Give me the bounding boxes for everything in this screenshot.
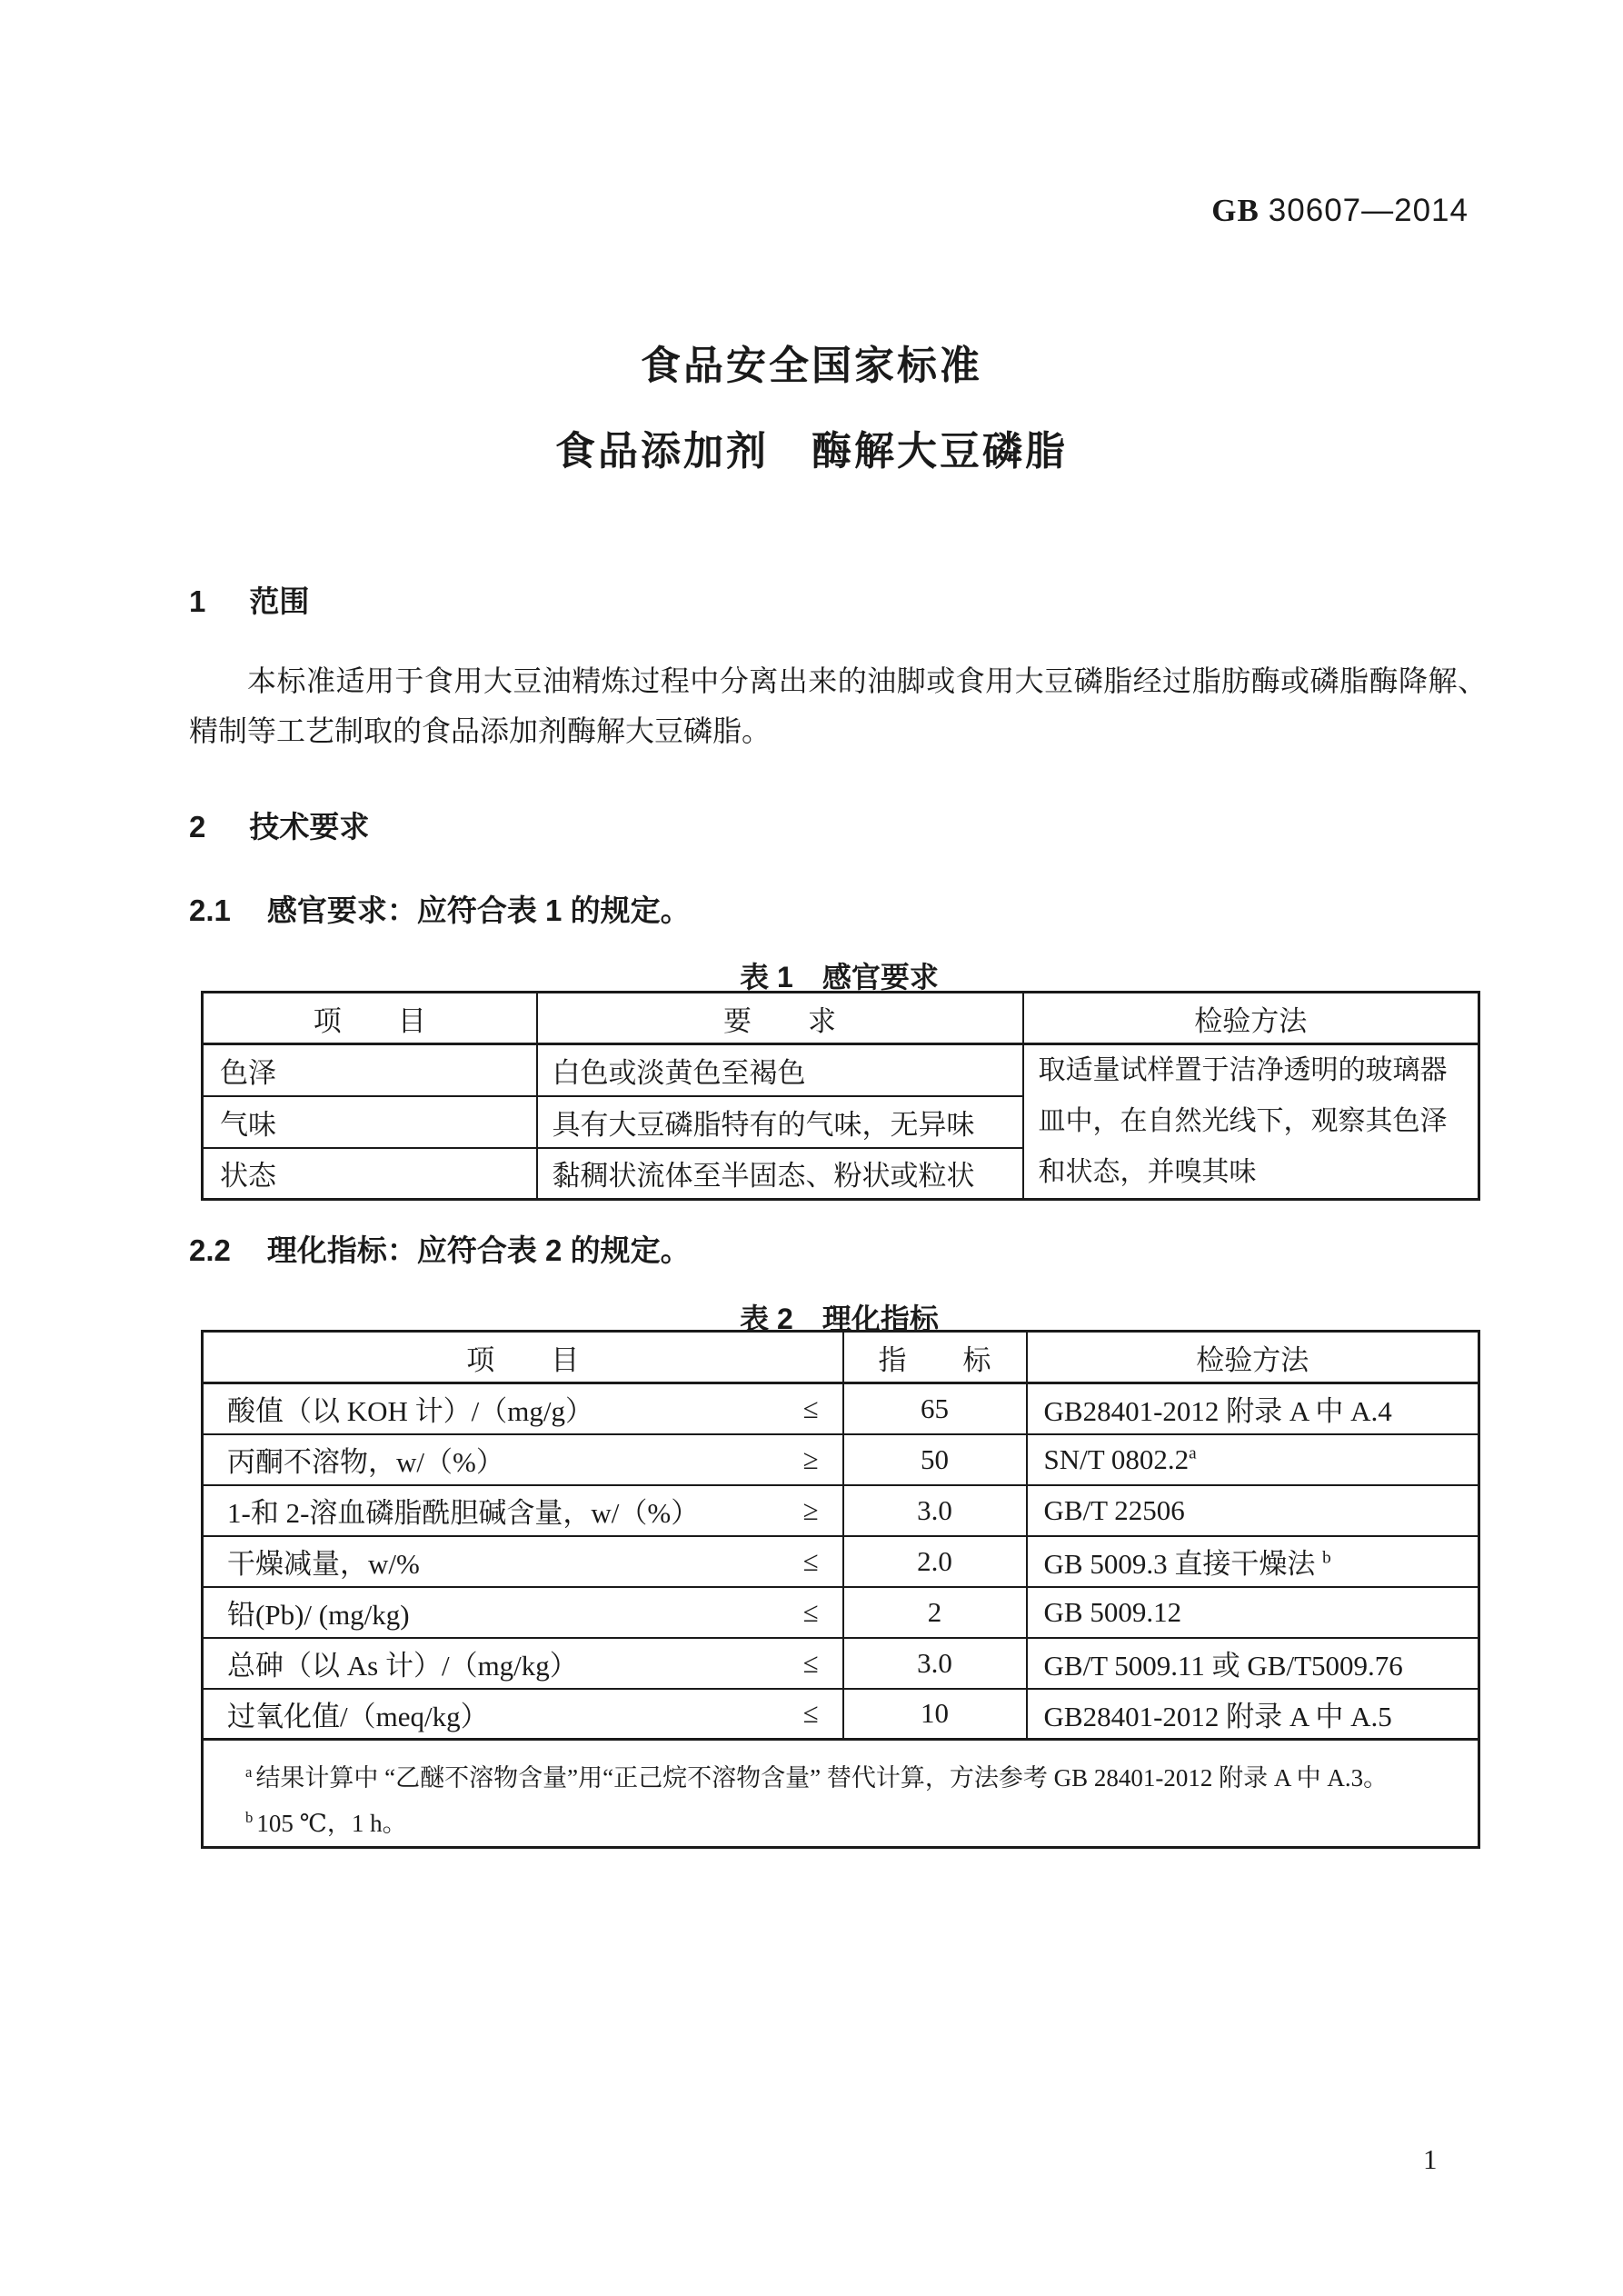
table-row bbox=[203, 1638, 1479, 1689]
item-cell: 气味 bbox=[203, 1096, 537, 1148]
table-row bbox=[203, 1434, 1479, 1485]
table1-header-item: 项 目 bbox=[203, 993, 537, 1044]
item-label: 干燥减量，w/% bbox=[227, 1548, 420, 1580]
physicochemical-indicators-table bbox=[201, 1330, 1480, 1849]
table2-header-index: 指 标 bbox=[843, 1332, 1027, 1383]
value-cell: 3.0 bbox=[843, 1638, 1027, 1689]
footnote-a bbox=[245, 1755, 1456, 1801]
relation-symbol: ≤ bbox=[802, 1697, 819, 1730]
scope-paragraph: 本标准适用于食用大豆油精炼过程中分离出来的油脚或食用大豆磷脂经过脂肪酶或磷脂酶降解、精制等工艺制取的食品添加剂酶解大豆磷脂。 bbox=[189, 664, 1487, 747]
clause-2-2 bbox=[189, 1227, 691, 1270]
method-label: GB 5009.12 bbox=[1043, 1595, 1182, 1628]
method-cell-merged: 取适量试样置于洁净透明的玻璃器皿中，在自然光线下，观察其色泽和状态，并嗅其味 bbox=[1023, 1044, 1479, 1200]
value-cell: 65 bbox=[843, 1383, 1027, 1434]
table-row bbox=[203, 1587, 1479, 1638]
table2-header-row bbox=[203, 1332, 1479, 1383]
method-cell bbox=[1027, 1485, 1479, 1536]
footnote-mark: a bbox=[245, 1763, 253, 1781]
relation-symbol: ≤ bbox=[802, 1595, 819, 1628]
standard-number-value: 30607—2014 bbox=[1268, 193, 1469, 228]
page-number: 1 bbox=[1423, 2143, 1438, 2175]
item-label: 丙酮不溶物，w/（%） bbox=[227, 1446, 504, 1478]
requirement-cell: 白色或淡黄色至褐色 bbox=[537, 1044, 1023, 1096]
relation-symbol: ≤ bbox=[802, 1646, 819, 1679]
item-label: 过氧化值/（meq/kg） bbox=[227, 1700, 489, 1732]
clause-number: 2.1 bbox=[189, 893, 231, 927]
item-cell bbox=[203, 1383, 843, 1434]
method-footnote-mark: a bbox=[1189, 1443, 1197, 1463]
table1-header-requirement: 要 求 bbox=[537, 993, 1023, 1044]
value-cell: 50 bbox=[843, 1434, 1027, 1485]
footnote-text: 105 ℃，1 h。 bbox=[256, 1810, 407, 1837]
method-cell bbox=[1027, 1536, 1479, 1587]
method-label: GB 5009.3 直接干燥法 bbox=[1043, 1548, 1323, 1580]
standard-number bbox=[1211, 193, 1469, 229]
method-cell bbox=[1027, 1587, 1479, 1638]
table-row bbox=[203, 1536, 1479, 1587]
section-1-heading bbox=[189, 578, 309, 621]
item-cell bbox=[203, 1638, 843, 1689]
item-label: 1-和 2-溶血磷脂酰胆碱含量，w/（%） bbox=[227, 1497, 700, 1529]
table-row bbox=[203, 1383, 1479, 1434]
footnote-b bbox=[245, 1801, 1456, 1846]
method-cell bbox=[1027, 1383, 1479, 1434]
table2-footnote-row bbox=[203, 1740, 1479, 1848]
item-cell bbox=[203, 1587, 843, 1638]
item-label: 酸值（以 KOH 计）/（mg/g） bbox=[227, 1395, 593, 1428]
section-2-heading bbox=[189, 804, 369, 846]
standard-number-prefix: GB bbox=[1211, 193, 1260, 228]
table2-header-item: 项 目 bbox=[203, 1332, 843, 1383]
table1-header-method: 检验方法 bbox=[1023, 993, 1479, 1044]
item-cell: 状态 bbox=[203, 1148, 537, 1200]
method-label: GB/T 22506 bbox=[1043, 1493, 1185, 1526]
relation-symbol: ≥ bbox=[802, 1493, 819, 1526]
footnotes-cell bbox=[203, 1740, 1479, 1848]
table1-caption: 表 1 感官要求 bbox=[740, 961, 939, 993]
method-cell bbox=[1027, 1434, 1479, 1485]
requirement-cell: 具有大豆磷脂特有的气味，无异味 bbox=[537, 1096, 1023, 1148]
method-label: GB/T 5009.11 或 GB/T5009.76 bbox=[1043, 1650, 1403, 1682]
value-cell: 2 bbox=[843, 1587, 1027, 1638]
table-row bbox=[203, 1044, 1479, 1096]
standard-title-main: 食品安全国家标准 bbox=[641, 344, 982, 388]
section-number: 1 bbox=[189, 584, 206, 618]
clause-text: 理化指标：应符合表 2 的规定。 bbox=[266, 1233, 691, 1267]
relation-symbol: ≥ bbox=[802, 1442, 819, 1475]
requirement-cell: 黏稠状流体至半固态、粉状或粒状 bbox=[537, 1148, 1023, 1200]
section-number: 2 bbox=[189, 810, 206, 844]
table-row bbox=[203, 1485, 1479, 1536]
section-title: 范围 bbox=[249, 584, 310, 618]
method-cell bbox=[1027, 1638, 1479, 1689]
item-cell bbox=[203, 1536, 843, 1587]
item-cell: 色泽 bbox=[203, 1044, 537, 1096]
footnote-mark: b bbox=[245, 1809, 254, 1826]
item-cell bbox=[203, 1485, 843, 1536]
item-cell bbox=[203, 1689, 843, 1740]
method-label: GB28401-2012 附录 A 中 A.5 bbox=[1043, 1700, 1392, 1732]
value-cell: 10 bbox=[843, 1689, 1027, 1740]
sensory-requirements-table bbox=[201, 991, 1480, 1201]
table2-caption: 表 2 理化指标 bbox=[740, 1303, 939, 1335]
value-cell: 2.0 bbox=[843, 1536, 1027, 1587]
method-footnote-mark: b bbox=[1322, 1548, 1331, 1568]
footnote-text: 结果计算中 “乙醚不溶物含量”用“正己烷不溶物含量” 替代计算，方法参考 GB 28401-2012 附录 A 中 A.3。 bbox=[255, 1764, 1389, 1792]
table-row bbox=[203, 1689, 1479, 1740]
section-title: 技术要求 bbox=[249, 810, 370, 844]
table2-header-method: 检验方法 bbox=[1027, 1332, 1479, 1383]
clause-text: 感官要求：应符合表 1 的规定。 bbox=[266, 893, 691, 927]
item-cell bbox=[203, 1434, 843, 1485]
clause-number: 2.2 bbox=[189, 1233, 231, 1267]
value-cell: 3.0 bbox=[843, 1485, 1027, 1536]
clause-2-1 bbox=[189, 887, 691, 930]
relation-symbol: ≤ bbox=[802, 1544, 819, 1577]
item-label: 铅(Pb)/ (mg/kg) bbox=[227, 1599, 410, 1631]
relation-symbol: ≤ bbox=[802, 1392, 819, 1424]
method-cell bbox=[1027, 1689, 1479, 1740]
item-label: 总砷（以 As 计）/（mg/kg） bbox=[227, 1650, 578, 1682]
method-label: GB28401-2012 附录 A 中 A.4 bbox=[1043, 1395, 1392, 1428]
table1-header-row bbox=[203, 993, 1479, 1044]
standard-title-sub: 食品添加剂 酶解大豆磷脂 bbox=[555, 429, 1068, 474]
method-label: SN/T 0802.2 bbox=[1043, 1442, 1190, 1475]
